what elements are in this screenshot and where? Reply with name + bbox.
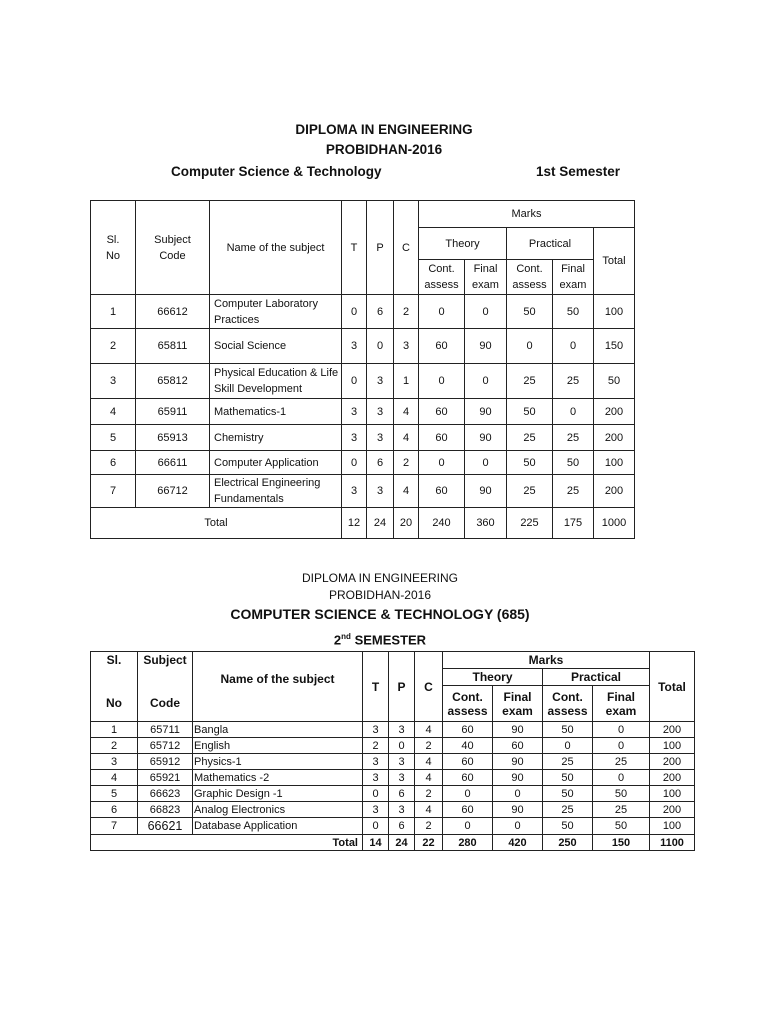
cell-practical-cont: 25 (507, 425, 553, 451)
cell-t: 2 (363, 738, 389, 754)
section1-semester: 1st Semester (536, 164, 621, 179)
section1-title: DIPLOMA IN ENGINEERING (295, 122, 473, 137)
cell-theory-cont: 60 (419, 329, 465, 364)
cell-t: 0 (363, 786, 389, 802)
header-code-spacer (138, 669, 193, 686)
cell-theory-final: 90 (493, 802, 543, 818)
cell-total: 200 (650, 802, 695, 818)
header-theory-final: Final exam (465, 260, 507, 295)
cell-name: English (193, 738, 363, 754)
total-total: 1100 (650, 835, 695, 851)
cell-c: 4 (415, 722, 443, 738)
header-code: Code (138, 686, 193, 722)
cell-theory-final: 0 (493, 786, 543, 802)
header-theory-cont: Cont. assess (443, 686, 493, 722)
cell-p: 3 (389, 722, 415, 738)
cell-sl: 4 (91, 399, 136, 425)
total-total: 1000 (594, 508, 635, 539)
cell-practical-final: 25 (553, 425, 594, 451)
cell-total: 200 (650, 754, 695, 770)
cell-theory-final: 90 (493, 722, 543, 738)
cell-practical-cont: 50 (543, 770, 593, 786)
cell-code: 65811 (136, 329, 210, 364)
header-code: Subject Code (136, 201, 210, 295)
cell-practical-final: 0 (593, 738, 650, 754)
cell-c: 2 (415, 818, 443, 835)
table-row (91, 738, 695, 754)
cell-sl: 3 (91, 364, 136, 399)
cell-t: 3 (342, 425, 367, 451)
cell-total: 200 (650, 722, 695, 738)
cell-practical-cont: 25 (507, 364, 553, 399)
cell-theory-final: 0 (465, 364, 507, 399)
section2-title: DIPLOMA IN ENGINEERING (301, 571, 459, 585)
cell-t: 0 (342, 364, 367, 399)
header-practical-cont: Cont. assess (543, 686, 593, 722)
cell-practical-cont: 0 (507, 329, 553, 364)
header-theory-cont: Cont. assess (419, 260, 465, 295)
cell-theory-cont: 60 (443, 754, 493, 770)
cell-code: 65921 (138, 770, 193, 786)
total-p: 24 (389, 835, 415, 851)
cell-theory-final: 90 (465, 329, 507, 364)
total-label: Total (91, 835, 363, 851)
cell-c: 4 (394, 475, 419, 508)
cell-t: 3 (363, 722, 389, 738)
header-marks: Marks (419, 201, 635, 228)
total-theory-final: 420 (493, 835, 543, 851)
cell-theory-final: 0 (465, 295, 507, 329)
cell-practical-final: 50 (593, 818, 650, 835)
header-theory: Theory (443, 669, 543, 686)
cell-c: 2 (394, 451, 419, 475)
cell-theory-cont: 60 (443, 802, 493, 818)
cell-total: 200 (594, 425, 635, 451)
semester2-table (90, 651, 695, 851)
table-row (91, 818, 695, 835)
header-practical-final: Final exam (593, 686, 650, 722)
header-t: T (342, 201, 367, 295)
cell-practical-cont: 25 (507, 475, 553, 508)
header-t: T (363, 652, 389, 722)
cell-theory-cont: 60 (443, 722, 493, 738)
cell-theory-cont: 0 (419, 451, 465, 475)
table-row (91, 364, 635, 399)
cell-practical-final: 0 (553, 399, 594, 425)
cell-theory-final: 0 (465, 451, 507, 475)
header-practical-cont: Cont. assess (507, 260, 553, 295)
cell-p: 0 (389, 738, 415, 754)
cell-c: 4 (415, 770, 443, 786)
cell-sl: 5 (91, 786, 138, 802)
table-row (91, 475, 635, 508)
cell-code: 65911 (136, 399, 210, 425)
cell-name: Graphic Design -1 (193, 786, 363, 802)
cell-practical-cont: 50 (507, 451, 553, 475)
cell-p: 6 (367, 295, 394, 329)
total-t: 12 (342, 508, 367, 539)
cell-c: 1 (394, 364, 419, 399)
section2-semester: 2nd SEMESTER (333, 632, 427, 648)
cell-name: Analog Electronics (193, 802, 363, 818)
cell-name: Electrical Engineering Fundamentals (210, 475, 342, 508)
cell-t: 0 (363, 818, 389, 835)
semester1-table (90, 200, 635, 539)
cell-p: 3 (367, 399, 394, 425)
cell-practical-cont: 50 (543, 722, 593, 738)
totals-row (91, 508, 635, 539)
cell-c: 4 (394, 399, 419, 425)
table-row (91, 722, 695, 738)
cell-practical-final: 0 (593, 722, 650, 738)
cell-name: Database Application (193, 818, 363, 835)
cell-t: 0 (342, 451, 367, 475)
header-name-spacer (193, 686, 363, 722)
cell-c: 2 (394, 295, 419, 329)
header-c: C (415, 652, 443, 722)
cell-total: 100 (650, 786, 695, 802)
cell-c: 4 (394, 425, 419, 451)
total-label: Total (91, 508, 342, 539)
cell-name: Physical Education & Life Skill Development (210, 364, 342, 399)
cell-c: 2 (415, 738, 443, 754)
cell-name: Computer Application (210, 451, 342, 475)
total-theory-cont: 240 (419, 508, 465, 539)
cell-t: 3 (342, 329, 367, 364)
cell-practical-cont: 50 (543, 818, 593, 835)
cell-code: 66623 (138, 786, 193, 802)
cell-p: 3 (389, 754, 415, 770)
total-theory-final: 360 (465, 508, 507, 539)
header-practical-final: Final exam (553, 260, 594, 295)
cell-theory-cont: 0 (443, 818, 493, 835)
cell-p: 0 (367, 329, 394, 364)
cell-c: 4 (415, 754, 443, 770)
total-p: 24 (367, 508, 394, 539)
header-no: No (91, 686, 138, 722)
cell-total: 150 (594, 329, 635, 364)
section1-subtitle: PROBIDHAN-2016 (325, 142, 443, 157)
total-t: 14 (363, 835, 389, 851)
cell-sl: 1 (91, 722, 138, 738)
total-practical-final: 150 (593, 835, 650, 851)
header-sl: Sl. (91, 652, 138, 669)
cell-code: 66712 (136, 475, 210, 508)
cell-p: 3 (367, 425, 394, 451)
cell-theory-final: 90 (465, 475, 507, 508)
table-row (91, 802, 695, 818)
cell-name: Bangla (193, 722, 363, 738)
cell-total: 50 (594, 364, 635, 399)
cell-code: 66612 (136, 295, 210, 329)
total-practical-final: 175 (553, 508, 594, 539)
cell-t: 3 (363, 802, 389, 818)
cell-p: 3 (389, 770, 415, 786)
cell-code: 65913 (136, 425, 210, 451)
table-row (91, 329, 635, 364)
cell-name: Mathematics -2 (193, 770, 363, 786)
header-total: Total (650, 652, 695, 722)
cell-practical-final: 0 (553, 329, 594, 364)
cell-practical-cont: 50 (507, 399, 553, 425)
header-c: C (394, 201, 419, 295)
section2-subtitle: PROBIDHAN-2016 (328, 588, 432, 602)
cell-total: 200 (594, 475, 635, 508)
cell-theory-cont: 0 (419, 364, 465, 399)
cell-code: 65712 (138, 738, 193, 754)
total-c: 20 (394, 508, 419, 539)
cell-t: 3 (363, 770, 389, 786)
cell-t: 0 (342, 295, 367, 329)
header-name: Name of the subject (193, 652, 363, 686)
total-practical-cont: 225 (507, 508, 553, 539)
cell-code: 65812 (136, 364, 210, 399)
cell-p: 6 (367, 451, 394, 475)
cell-practical-final: 25 (593, 802, 650, 818)
cell-sl: 1 (91, 295, 136, 329)
header-sl: Sl. No (91, 201, 136, 295)
header-theory-final: Final exam (493, 686, 543, 722)
cell-total: 100 (650, 818, 695, 835)
cell-theory-final: 90 (465, 425, 507, 451)
header-practical: Practical (507, 228, 594, 260)
cell-p: 3 (389, 802, 415, 818)
cell-practical-final: 25 (553, 475, 594, 508)
cell-practical-final: 25 (593, 754, 650, 770)
cell-code: 66621 (138, 818, 193, 835)
cell-practical-final: 25 (553, 364, 594, 399)
cell-theory-final: 90 (493, 754, 543, 770)
section1-department: Computer Science & Technology (171, 164, 382, 179)
table-row (91, 786, 695, 802)
cell-total: 100 (594, 451, 635, 475)
cell-t: 3 (342, 399, 367, 425)
header-practical: Practical (543, 669, 650, 686)
cell-practical-final: 50 (553, 451, 594, 475)
cell-theory-cont: 60 (419, 425, 465, 451)
cell-theory-final: 90 (493, 770, 543, 786)
cell-sl: 2 (91, 329, 136, 364)
cell-practical-final: 0 (593, 770, 650, 786)
cell-theory-cont: 60 (443, 770, 493, 786)
cell-theory-cont: 0 (419, 295, 465, 329)
cell-practical-cont: 25 (543, 754, 593, 770)
cell-practical-cont: 25 (543, 802, 593, 818)
section2-department: COMPUTER SCIENCE & TECHNOLOGY (685) (230, 606, 530, 622)
header-name: Name of the subject (210, 201, 342, 295)
cell-total: 100 (650, 738, 695, 754)
cell-sl: 7 (91, 475, 136, 508)
cell-practical-final: 50 (593, 786, 650, 802)
cell-p: 3 (367, 475, 394, 508)
table-row (91, 295, 635, 329)
cell-p: 3 (367, 364, 394, 399)
cell-code: 65912 (138, 754, 193, 770)
table-row (91, 770, 695, 786)
header-sl-spacer (91, 669, 138, 686)
cell-t: 3 (363, 754, 389, 770)
cell-code: 65711 (138, 722, 193, 738)
cell-practical-cont: 50 (507, 295, 553, 329)
header-p: P (367, 201, 394, 295)
cell-sl: 3 (91, 754, 138, 770)
cell-practical-final: 50 (553, 295, 594, 329)
cell-practical-cont: 0 (543, 738, 593, 754)
table-row (91, 425, 635, 451)
cell-sl: 6 (91, 451, 136, 475)
cell-name: Social Science (210, 329, 342, 364)
totals-row (91, 835, 695, 851)
cell-total: 100 (594, 295, 635, 329)
header-p: P (389, 652, 415, 722)
cell-name: Physics-1 (193, 754, 363, 770)
cell-theory-final: 60 (493, 738, 543, 754)
cell-p: 6 (389, 818, 415, 835)
cell-sl: 7 (91, 818, 138, 835)
cell-c: 3 (394, 329, 419, 364)
cell-name: Mathematics-1 (210, 399, 342, 425)
cell-sl: 5 (91, 425, 136, 451)
cell-sl: 2 (91, 738, 138, 754)
total-c: 22 (415, 835, 443, 851)
cell-code: 66611 (136, 451, 210, 475)
cell-theory-cont: 60 (419, 475, 465, 508)
cell-t: 3 (342, 475, 367, 508)
table-row (91, 754, 695, 770)
cell-c: 2 (415, 786, 443, 802)
table-row (91, 451, 635, 475)
cell-sl: 6 (91, 802, 138, 818)
cell-name: Computer Laboratory Practices (210, 295, 342, 329)
total-practical-cont: 250 (543, 835, 593, 851)
cell-theory-final: 90 (465, 399, 507, 425)
cell-name: Chemistry (210, 425, 342, 451)
header-marks: Marks (443, 652, 650, 669)
cell-theory-cont: 40 (443, 738, 493, 754)
cell-code: 66823 (138, 802, 193, 818)
cell-c: 4 (415, 802, 443, 818)
cell-total: 200 (594, 399, 635, 425)
cell-theory-final: 0 (493, 818, 543, 835)
cell-p: 6 (389, 786, 415, 802)
total-theory-cont: 280 (443, 835, 493, 851)
cell-theory-cont: 0 (443, 786, 493, 802)
cell-sl: 4 (91, 770, 138, 786)
table-row (91, 399, 635, 425)
cell-total: 200 (650, 770, 695, 786)
header-theory: Theory (419, 228, 507, 260)
header-subject: Subject (138, 652, 193, 669)
cell-practical-cont: 50 (543, 786, 593, 802)
cell-theory-cont: 60 (419, 399, 465, 425)
header-total: Total (594, 228, 635, 295)
